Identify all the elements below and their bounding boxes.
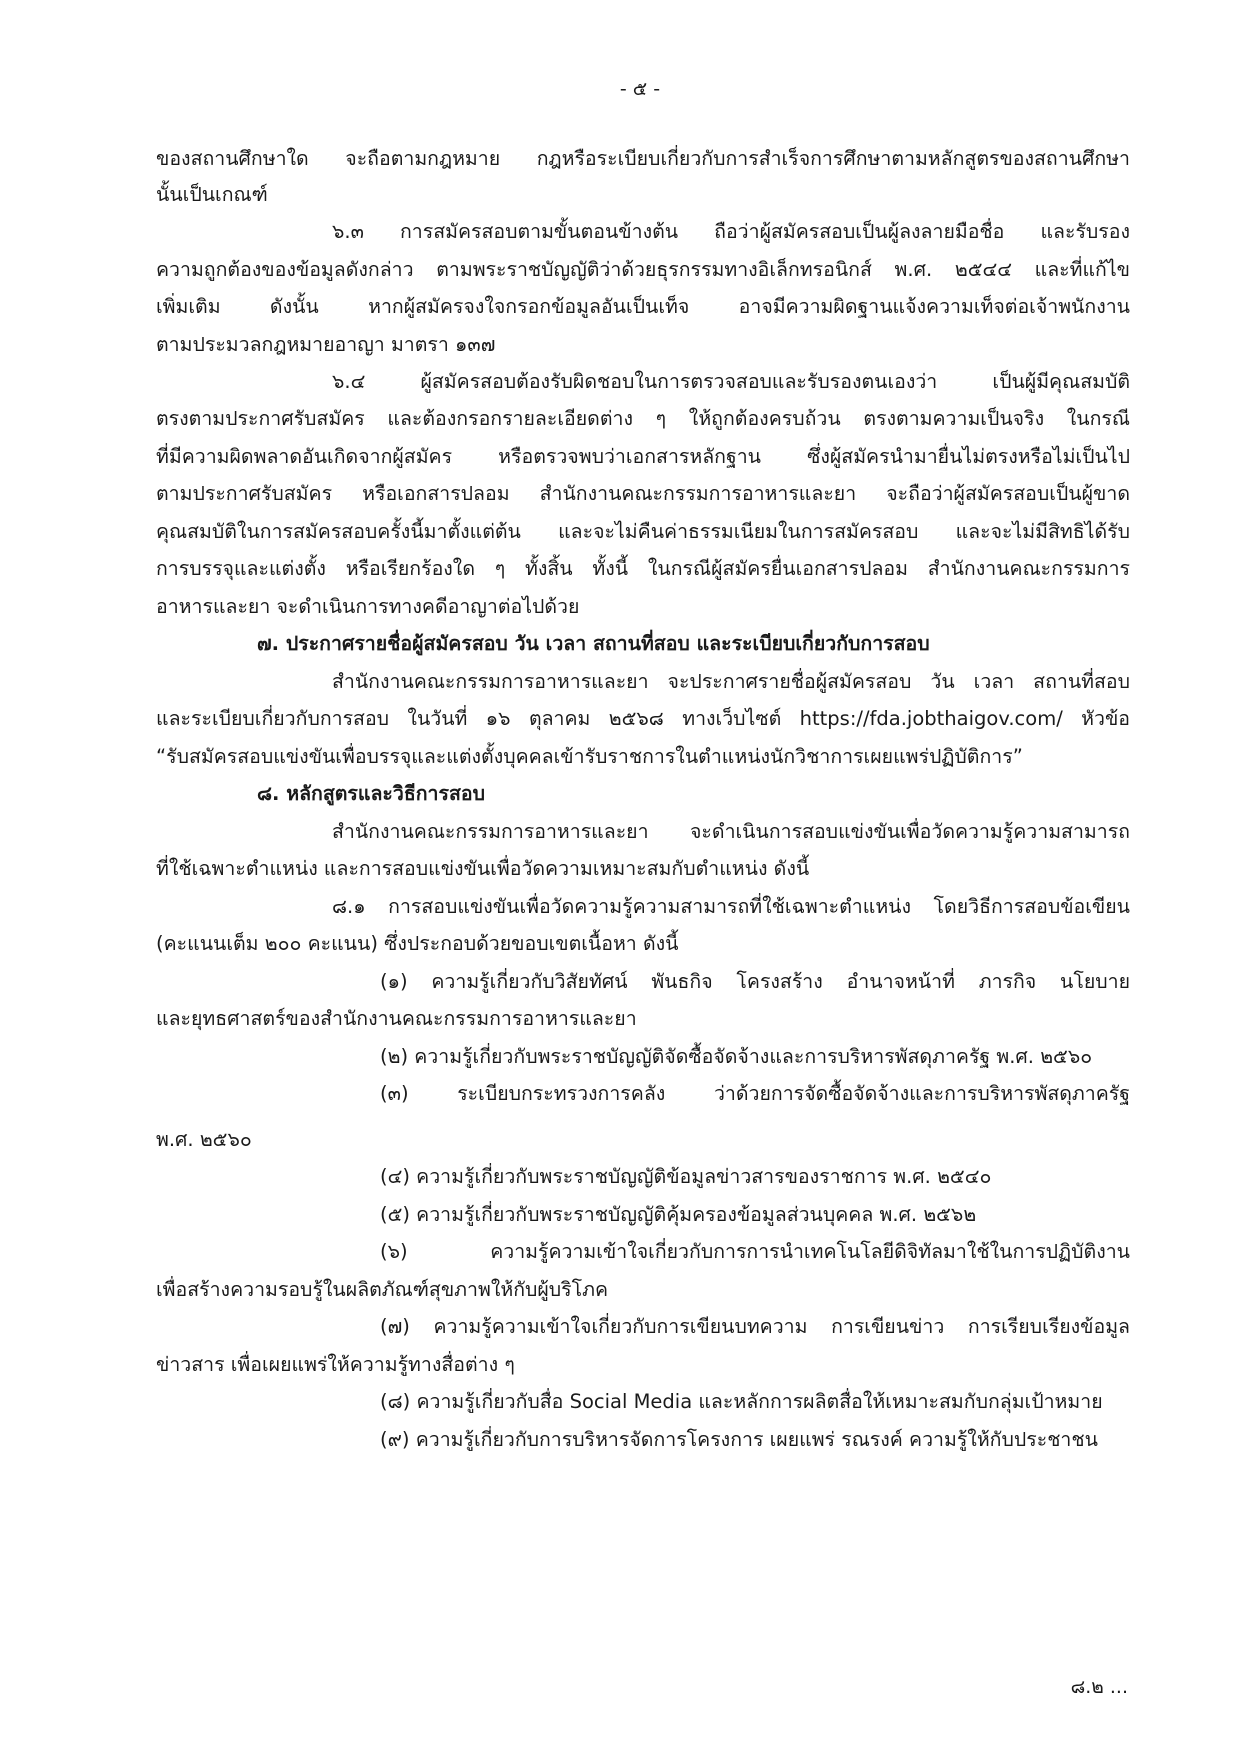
continuation-marker: ๘.๒ ... <box>1070 1676 1128 1698</box>
paragraph-line: การบรรจุและแต่งตั้ง หรือเรียกร้องใด ๆ ทั้งสิ้น ทั้งนี้ ในกรณีผู้สมัครยื่นเอกสารปลอม สำนักงานคณะกรรมการ <box>156 557 1130 580</box>
paragraph-line: ความถูกต้องของข้อมูลดังกล่าว ตามพระราชบัญญัติว่าด้วยธุรกรรมทางอิเล็กทรอนิกส์ พ.ศ. ๒๕๔๔ และที่แก้ไข <box>156 258 1130 281</box>
paragraph-line: และระเบียบเกี่ยวกับการสอบ ในวันที่ ๑๖ ตุลาคม ๒๕๖๘ ทางเว็บไซต์ https://fda.jobthaigov.com/ หัวข้อ <box>156 707 1130 730</box>
paragraph-line: สำนักงานคณะกรรมการอาหารและยา จะประกาศรายชื่อผู้สมัครสอบ วัน เวลา สถานที่สอบ <box>332 670 1130 693</box>
paragraph-line: ตรงตามประกาศรับสมัคร และต้องกรอกรายละเอียดต่าง ๆ ให้ถูกต้องครบถ้วน ตรงตามความเป็นจริง ในกรณี <box>156 407 1130 430</box>
list-item-continuation: เพื่อสร้างความรอบรู้ในผลิตภัณฑ์สุขภาพให้กับผู้บริโภค <box>156 1278 609 1301</box>
section-heading-7: ๗. ประกาศรายชื่อผู้สมัครสอบ วัน เวลา สถานที่สอบ และระเบียบเกี่ยวกับการสอบ <box>257 632 930 655</box>
paragraph-line: ๖.๔ ผู้สมัครสอบต้องรับผิดชอบในการตรวจสอบและรับรองตนเองว่า เป็นผู้มีคุณสมบัติ <box>332 370 1130 393</box>
paragraph-line: นั้นเป็นเกณฑ์ <box>156 183 268 206</box>
list-item: (๘) ความรู้เกี่ยวกับสื่อ Social Media และหลักการผลิตสื่อให้เหมาะสมกับกลุ่มเป้าหมาย <box>380 1390 1103 1413</box>
paragraph-line: ตามประมวลกฎหมายอาญา มาตรา ๑๓๗ <box>156 333 496 356</box>
list-item: (๓) ระเบียบกระทรวงการคลัง ว่าด้วยการจัดซื้อจัดจ้างและการบริหารพัสดุภาครัฐ <box>380 1082 1130 1105</box>
list-item: (๙) ความรู้เกี่ยวกับการบริหารจัดการโครงการ เผยแพร่ รณรงค์ ความรู้ให้กับประชาชน <box>380 1428 1098 1451</box>
paragraph-line: ของสถานศึกษาใด จะถือตามกฎหมาย กฎหรือระเบียบเกี่ยวกับการสำเร็จการศึกษาตามหลักสูตรของสถานศึกษา <box>156 147 1130 170</box>
paragraph-line: ๘.๑ การสอบแข่งขันเพื่อวัดความรู้ความสามารถที่ใช้เฉพาะตำแหน่ง โดยวิธีการสอบข้อเขียน <box>332 895 1130 918</box>
paragraph-line: ๖.๓ การสมัครสอบตามขั้นตอนข้างต้น ถือว่าผู้สมัครสอบเป็นผู้ลงลายมือชื่อ และรับรอง <box>332 220 1130 243</box>
page-number: - ๕ - <box>619 78 661 100</box>
paragraph-line: ตามประกาศรับสมัคร หรือเอกสารปลอม สำนักงานคณะกรรมการอาหารและยา จะถือว่าผู้สมัครสอบเป็นผู้ขาด <box>156 482 1130 505</box>
list-item-continuation: และยุทธศาสตร์ของสำนักงานคณะกรรมการอาหารและยา <box>156 1007 637 1030</box>
list-item-continuation: ข่าวสาร เพื่อเผยแพร่ให้ความรู้ทางสื่อต่าง ๆ <box>156 1353 515 1376</box>
list-item: (๔) ความรู้เกี่ยวกับพระราชบัญญัติข้อมูลข่าวสารของราชการ พ.ศ. ๒๕๔๐ <box>380 1165 992 1188</box>
list-item: (๒) ความรู้เกี่ยวกับพระราชบัญญัติจัดซื้อจัดจ้างและการบริหารพัสดุภาครัฐ พ.ศ. ๒๕๖๐ <box>380 1045 1093 1068</box>
list-item: (๖) ความรู้ความเข้าใจเกี่ยวกับการการนำเทคโนโลยีดิจิทัลมาใช้ในการปฏิบัติงาน <box>380 1240 1130 1263</box>
section-heading-8: ๘. หลักสูตรและวิธีการสอบ <box>257 782 485 805</box>
paragraph-line: คุณสมบัติในการสมัครสอบครั้งนี้มาตั้งแต่ต้น และจะไม่คืนค่าธรรมเนียมในการสมัครสอบ และจะไม่มีสิทธิได้รับ <box>156 520 1130 543</box>
paragraph-line: “รับสมัครสอบแข่งขันเพื่อบรรจุและแต่งตั้งบุคคลเข้ารับราชการในตำแหน่งนักวิชาการเผยแพร่ปฏิบัติการ” <box>156 745 1023 768</box>
list-item: (๕) ความรู้เกี่ยวกับพระราชบัญญัติคุ้มครองข้อมูลส่วนบุคคล พ.ศ. ๒๕๖๒ <box>380 1203 977 1226</box>
list-item-continuation: พ.ศ. ๒๕๖๐ <box>156 1128 252 1151</box>
paragraph-line: ที่ใช้เฉพาะตำแหน่ง และการสอบแข่งขันเพื่อวัดความเหมาะสมกับตำแหน่ง ดังนี้ <box>156 857 810 880</box>
list-item: (๑) ความรู้เกี่ยวกับวิสัยทัศน์ พันธกิจ โครงสร้าง อำนาจหน้าที่ ภารกิจ นโยบาย <box>380 970 1130 993</box>
paragraph-line: (คะแนนเต็ม ๒๐๐ คะแนน) ซึ่งประกอบด้วยขอบเขตเนื้อหา ดังนี้ <box>156 932 679 955</box>
paragraph-line: สำนักงานคณะกรรมการอาหารและยา จะดำเนินการสอบแข่งขันเพื่อวัดความรู้ความสามารถ <box>332 820 1130 843</box>
list-item: (๗) ความรู้ความเข้าใจเกี่ยวกับการเขียนบทความ การเขียนข่าว การเรียบเรียงข้อมูล <box>380 1315 1130 1338</box>
paragraph-line: อาหารและยา จะดำเนินการทางคดีอาญาต่อไปด้วย <box>156 595 580 618</box>
paragraph-line: ที่มีความผิดพลาดอันเกิดจากผู้สมัคร หรือตรวจพบว่าเอกสารหลักฐาน ซึ่งผู้สมัครนำมายื่นไม่ตรงหรือไม่เป็นไป <box>156 445 1130 468</box>
paragraph-line: เพิ่มเติม ดังนั้น หากผู้สมัครจงใจกรอกข้อมูลอันเป็นเท็จ อาจมีความผิดฐานแจ้งความเท็จต่อเจ้าพนักงาน <box>156 295 1130 318</box>
